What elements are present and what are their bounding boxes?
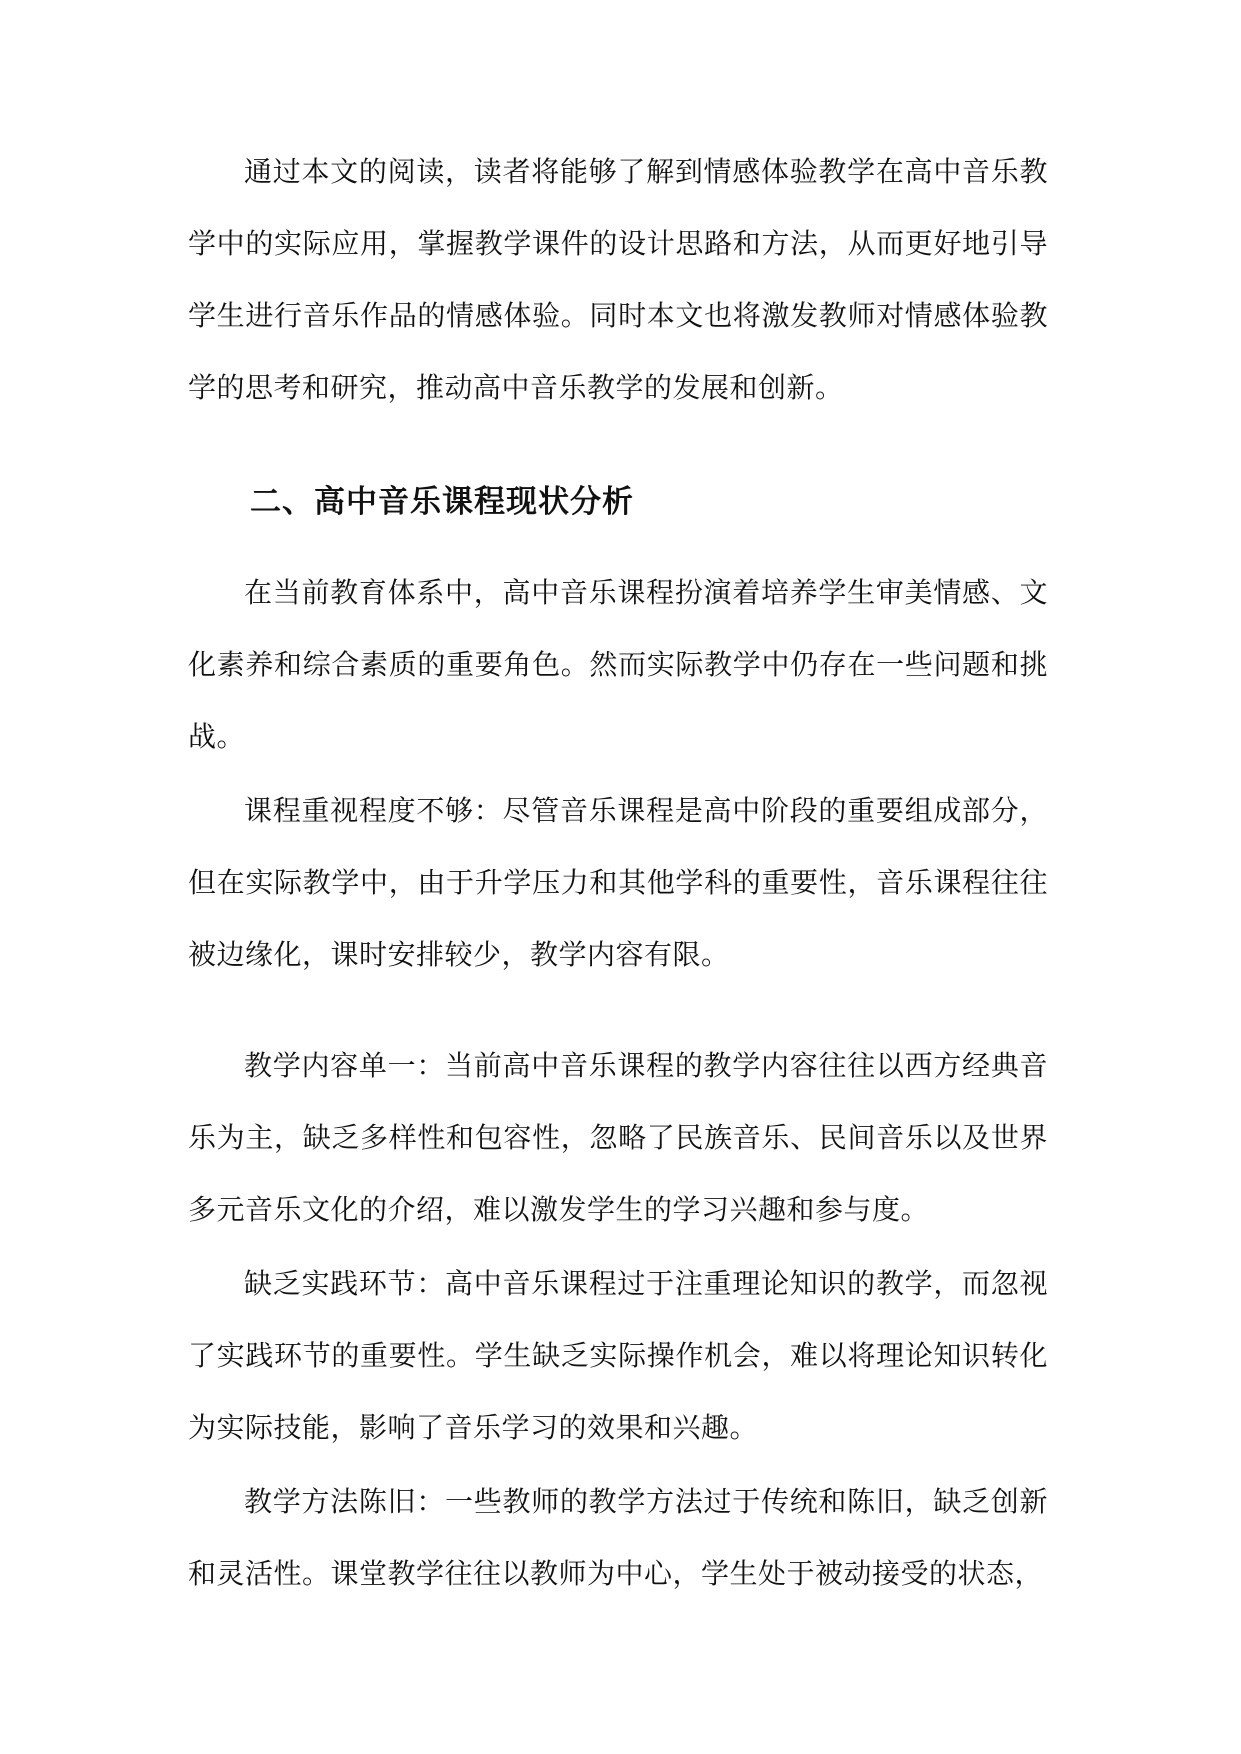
point-insufficient-attention-paragraph: 课程重视程度不够：尽管音乐课程是高中阶段的重要组成部分，但在实际教学中，由于升学压力和其他学科的重要性，音乐课程往往被边缘化，课时安排较少，教学内容有限。 xyxy=(188,794,1048,971)
point-lack-practice-paragraph: 缺乏实践环节：高中音乐课程过于注重理论知识的教学，而忽视了实践环节的重要性。学生缺乏实际操作机会，难以将理论知识转化为实际技能，影响了音乐学习的效果和兴趣。 xyxy=(188,1267,1048,1444)
point-single-content-paragraph: 教学内容单一：当前高中音乐课程的教学内容往往以西方经典音乐为主，缺乏多样性和包容性，忽略了民族音乐、民间音乐以及世界多元音乐文化的介绍，难以激发学生的学习兴趣和参与度。 xyxy=(188,1049,1048,1226)
current-status-paragraph: 在当前教育体系中，高中音乐课程扮演着培养学生审美情感、文化素养和综合素质的重要角色。然而实际教学中仍存在一些问题和挑战。 xyxy=(188,576,1048,753)
section-heading: 二、高中音乐课程现状分析 xyxy=(250,484,634,520)
point-outdated-methods-paragraph: 教学方法陈旧：一些教师的教学方法过于传统和陈旧，缺乏创新和灵活性。课堂教学往往以教师为中心，学生处于被动接受的状态， xyxy=(188,1485,1048,1590)
intro-paragraph: 通过本文的阅读，读者将能够了解到情感体验教学在高中音乐教学中的实际应用，掌握教学课件的设计思路和方法，从而更好地引导学生进行音乐作品的情感体验。同时本文也将激发教师对情感体验教学的思考和研究，推动高中音乐教学的发展和创新。 xyxy=(188,155,1048,404)
